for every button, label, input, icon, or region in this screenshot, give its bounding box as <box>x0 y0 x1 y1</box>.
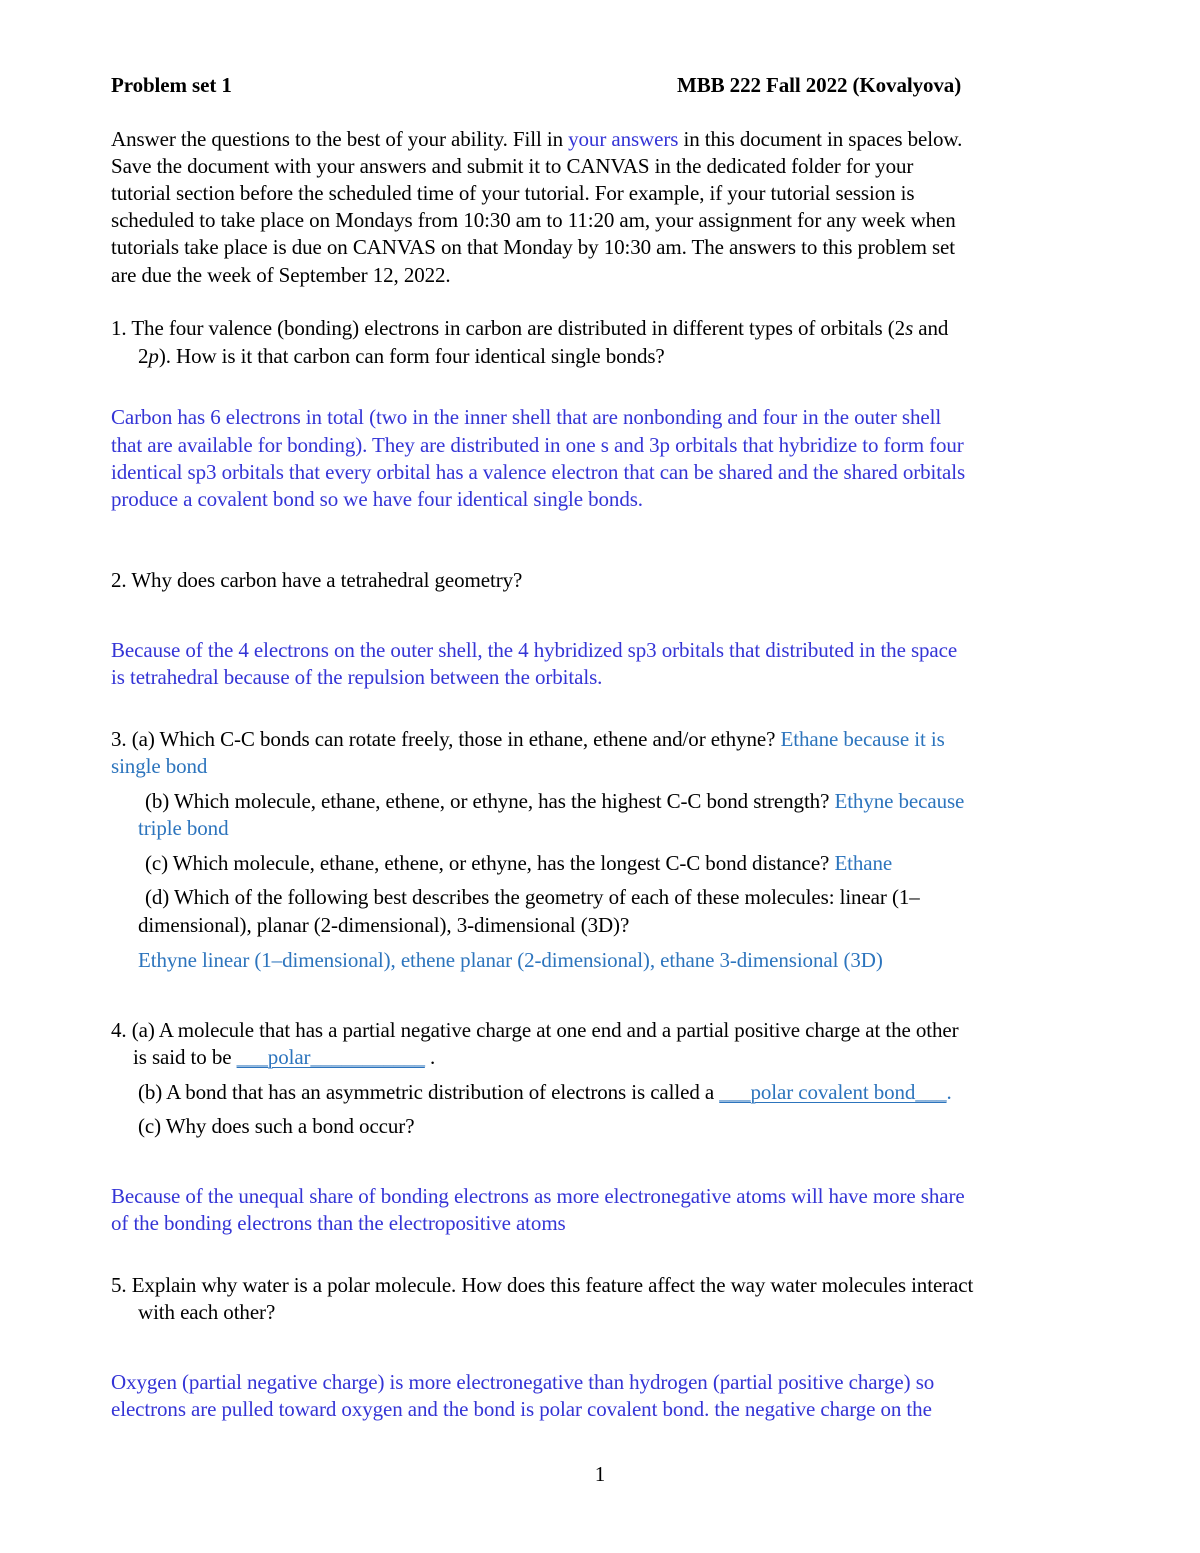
answer-4c-line-1: Because of the unequal share of bonding electrons as more electronegative atoms will have more share <box>111 1184 965 1208</box>
question-1-line-1: 1. The four valence (bonding) electrons in carbon are distributed in different types of orbitals (2s and <box>111 316 949 340</box>
answer-2-line-1: Because of the 4 electrons on the outer shell, the 4 hybridized sp3 orbitals that distributed in the space <box>111 638 958 662</box>
answer-3b-part-2: triple bond <box>138 816 229 840</box>
question-5-line-1: 5. Explain why water is a polar molecule. How does this feature affect the way water molecules interact <box>111 1273 974 1297</box>
answer-5-line-1: Oxygen (partial negative charge) is more electronegative than hydrogen (partial positive charge) so <box>111 1370 935 1394</box>
answer-1-line-1: Carbon has 6 electrons in total (two in the inner shell that are nonbonding and four in the outer shell <box>111 405 942 429</box>
course-title: MBB 222 Fall 2022 (Kovalyova) <box>677 73 962 97</box>
question-3a: 3. (a) Which C-C bonds can rotate freely, those in ethane, ethene and/or ethyne? Ethane because it is <box>111 727 945 751</box>
intro-line-5: tutorials take place is due on CANVAS on that Monday by 10:30 am. The answers to this problem set <box>111 235 955 259</box>
your-answers-highlight: your answers <box>568 127 679 151</box>
question-5-line-2: with each other? <box>138 1300 276 1324</box>
answer-4b-blank: ___polar covalent bond___ <box>719 1080 947 1104</box>
answer-3c: Ethane <box>834 851 893 875</box>
answer-4c-line-2: of the bonding electrons than the electropositive atoms <box>111 1211 566 1235</box>
answer-3b-part-1: Ethyne because <box>834 789 965 813</box>
question-3b: (b) Which molecule, ethane, ethene, or ethyne, has the highest C-C bond strength? Ethyne because <box>145 789 965 813</box>
intro-line-1: Answer the questions to the best of your ability. Fill in your answers in this document in spaces below. <box>111 127 963 151</box>
question-1-line-2: 2p). How is it that carbon can form four identical single bonds? <box>138 344 665 368</box>
intro-line-3: tutorial section before the scheduled time of your tutorial. For example, if your tutorial session is <box>111 181 915 205</box>
question-3d-line-1: (d) Which of the following best describes the geometry of each of these molecules: linear (1– <box>145 885 920 909</box>
intro-line-2: Save the document with your answers and submit it to CANVAS in the dedicated folder for your <box>111 154 914 178</box>
answer-2-line-2: is tetrahedral because of the repulsion between the orbitals. <box>111 665 603 689</box>
question-4c: (c) Why does such a bond occur? <box>138 1114 415 1138</box>
page-number: 1 <box>594 1462 606 1486</box>
question-3c: (c) Which molecule, ethane, ethene, or ethyne, has the longest C-C bond distance? Ethane <box>145 851 893 875</box>
answer-4a-blank: ___polar___________ <box>236 1045 425 1069</box>
answer-1-line-4: produce a covalent bond so we have four identical single bonds. <box>111 487 643 511</box>
answer-5-line-2: electrons are pulled toward oxygen and the bond is polar covalent bond. the negative charge on the <box>111 1397 932 1421</box>
question-4b: (b) A bond that has an asymmetric distribution of electrons is called a ___polar covalent bond___. <box>138 1080 952 1104</box>
answer-3a-part-1: Ethane because it is <box>780 727 945 751</box>
answer-1-line-2: that are available for bonding). They are distributed in one s and 3p orbitals that hybridize to form four <box>111 433 964 457</box>
problem-set-title: Problem set 1 <box>111 73 232 97</box>
intro-line-4: scheduled to take place on Mondays from 10:30 am to 11:20 am, your assignment for any week when <box>111 208 956 232</box>
answer-3a-part-2: single bond <box>111 754 208 778</box>
question-3d-line-2: dimensional), planar (2-dimensional), 3-dimensional (3D)? <box>138 913 630 937</box>
intro-line-6: are due the week of September 12, 2022. <box>111 263 451 287</box>
answer-1-line-3: identical sp3 orbitals that every orbital has a valence electron that can be shared and the shared orbitals <box>111 460 966 484</box>
question-4a-line-2: is said to be ___polar___________ . <box>133 1045 436 1069</box>
question-4a-line-1: 4. (a) A molecule that has a partial negative charge at one end and a partial positive charge at the other <box>111 1018 959 1042</box>
question-2: 2. Why does carbon have a tetrahedral geometry? <box>111 568 523 592</box>
answer-3d: Ethyne linear (1–dimensional), ethene planar (2-dimensional), ethane 3-dimensional (3D) <box>138 948 883 972</box>
